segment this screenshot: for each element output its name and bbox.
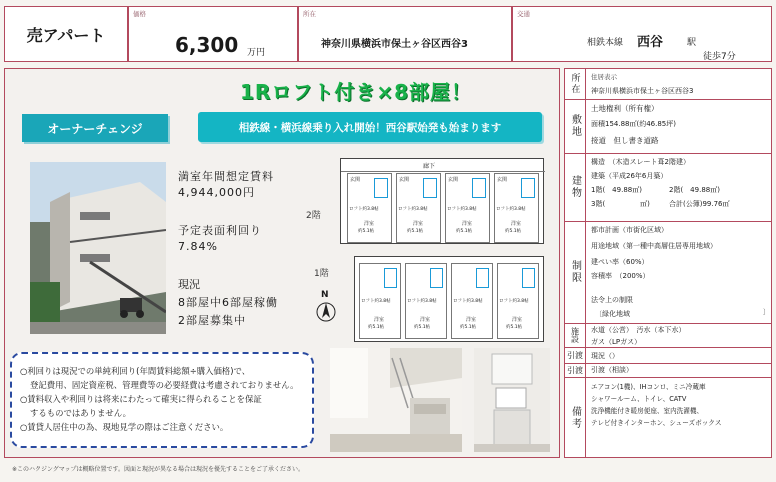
headline: 1Rロフト付き×8部屋！ (240, 80, 472, 104)
spec-floor2-area: 2階( 49.88㎡) (669, 186, 720, 194)
news-text: 相鉄線・横浜線乗り入れ開始！西谷駅始発も始まります (238, 121, 502, 134)
spec-handover-value: 現況（） (591, 352, 619, 360)
floor1-unit: ロフト約3.8帖 洋室 約5.1帖 (359, 263, 401, 339)
spec-land-label: 敷地 (569, 114, 581, 138)
floor1-unit: ロフト約3.8帖 洋室 約5.1帖 (451, 263, 493, 339)
north-arrow-icon (316, 290, 336, 324)
floor2-unit: 玄関 ロフト約3.8帖 洋室 約5.1帖 (347, 173, 392, 243)
spec-remarks-label: 備考 (569, 406, 581, 430)
interior-photo-bath (474, 348, 550, 452)
spec-location-title: 住居表示 (591, 73, 617, 81)
price-box (128, 6, 298, 62)
note-line: 登記費用、固定資産税、管理費等の必要経費は考慮されておりません。 (30, 380, 299, 390)
floor1-unit: ロフト約3.8帖 洋室 約5.1帖 (405, 263, 447, 339)
spec-gas: ガス（LPガス） (591, 338, 642, 346)
rent-value: 4,944,000円 (178, 186, 255, 199)
spec-city-plan: 都市計画（市街化区域） (591, 226, 668, 234)
note-line: するものではありません。 (30, 408, 132, 418)
category-box (4, 6, 128, 62)
spec-land-right: 土地権利（所有権） (591, 104, 659, 113)
spec-delivery-value: 引渡（相談） (591, 366, 633, 374)
price-label: 価格 (133, 10, 146, 18)
yield-value: 7.84% (178, 240, 218, 253)
spec-structure: 構造 （木造スレート葺2階建） (591, 158, 690, 166)
spec-remarks-2: シャワールーム、トイレ、CATV (591, 395, 687, 403)
spec-water: 水道（公営） 汚水（本下水） (591, 326, 686, 334)
spec-land-area: 面積154.88㎡(約46.85坪) (591, 120, 676, 128)
spec-location-value: 神奈川県横浜市保土ヶ谷区西谷3 (591, 87, 694, 95)
spec-building-label: 建物 (569, 175, 581, 199)
interior-photo-room (330, 348, 462, 452)
spec-remarks-4: テレビ付きインターホン、シューズボックス (591, 419, 722, 427)
floor2-unit: 玄関 ロフト約3.8帖 洋室 約5.1帖 (445, 173, 490, 243)
spec-facility-label: 施設 (570, 327, 580, 343)
price-unit: 万円 (247, 48, 266, 58)
spec-restrict-label: 制限 (569, 260, 581, 284)
owner-change-badge (22, 114, 168, 142)
status-line1: 8部屋中6部屋稼働 (178, 296, 278, 309)
north-letter: N (321, 290, 329, 300)
station-name: 西谷 (637, 35, 664, 50)
footer-note: ※このハクジングマップは概略位置です。図面と現況が異なる場合は現況を優先することをご了承ください。 (12, 466, 305, 473)
note-line: ○賃料収入や利回りは将来にわたって確実に得られることを保証 (20, 394, 262, 404)
spec-delivery-label: 引渡 (567, 365, 583, 375)
status-label: 現況 (178, 278, 200, 291)
spec-built: 建築（平成26年6月築） (591, 172, 668, 180)
building-photo (30, 162, 166, 334)
floor1-unit: ロフト約3.8帖 洋室 約5.1帖 (497, 263, 539, 339)
transport-label: 交通 (517, 10, 530, 18)
floor2-plan (340, 158, 544, 244)
station-suffix: 駅 (687, 38, 697, 48)
train-line: 相鉄本線 (587, 38, 624, 48)
floor1-plan (354, 256, 544, 342)
notes-box (10, 352, 314, 448)
spec-handover-label: 引渡 (567, 350, 583, 360)
transport-box (512, 6, 772, 62)
corridor-label: 廊下 (423, 163, 436, 170)
spec-land-road: 接道 但し書き道路 (591, 136, 659, 145)
news-banner (198, 112, 542, 142)
spec-remarks-1: エアコン(1機)、IHコンロ、ミニ冷蔵庫 (591, 383, 706, 391)
walk-time: 徒歩7分 (703, 52, 736, 62)
floor2-label: 2階 (306, 211, 321, 221)
rent-label: 満室年間想定賃料 (178, 170, 274, 183)
yield-label: 予定表面利回り (178, 224, 262, 237)
floor1-label: 1階 (314, 269, 329, 279)
spec-remarks-3: 洗浄機能付き暖房便座、室内洗濯機、 (591, 407, 704, 415)
address-value: 神奈川県横浜市保土ヶ谷区西谷3 (321, 39, 468, 50)
price-value: 6,300 (175, 33, 239, 57)
status-line2: 2部屋募集中 (178, 314, 246, 327)
spec-total-area: 合計(公簿)99.76㎡ (669, 200, 730, 208)
floor2-unit: 玄関 ロフト約3.8帖 洋室 約5.1帖 (396, 173, 441, 243)
owner-change-text: オーナーチェンジ (47, 121, 143, 136)
spec-table: 所在 住居表示 神奈川県横浜市保土ヶ谷区西谷3 敷地 土地権利（所有権） 面積154.88㎡(約46.85坪) 接道 但し書き道路 建物 構造 （木造スレート葺2階建） 建築（平成26年6月築） 1階( 49.88㎡) 2階( 49.88㎡) 3階( ㎡) 合計(公簿)99.76㎡ 制限 都市計画（市街化区域） 用途地域（第一種中高層住居専用地域） 建ぺい率（60%） 容積率 （200%） 法令上の制限 〔緑化地域 〕 施設 水道（公営） 汚水（本下水） ガス（LPガス） 引渡 現況（） 引渡 引渡（相談） 備考 エアコン(1機)、IHコンロ、ミニ冷蔵庫 シャワールーム、トイレ、CATV 洗浄機能付き暖房便座、室内洗濯機、 テレビ付きインターホン、シューズボックス (564, 68, 772, 458)
spec-zoning: 用途地域（第一種中高層住居専用地域） (591, 242, 717, 250)
spec-location-label: 所在 (569, 73, 580, 95)
address-label: 所在 (303, 10, 316, 18)
floor2-unit: 玄関 ロフト約3.8帖 洋室 約5.1帖 (494, 173, 539, 243)
category-title: 売アパート (26, 25, 106, 45)
spec-far: 容積率 （200%） (591, 272, 650, 280)
spec-floor3-area: 3階( ㎡) (591, 200, 650, 208)
spec-floor1-area: 1階( 49.88㎡) (591, 186, 642, 194)
spec-coverage: 建ぺい率（60%） (591, 258, 649, 266)
spec-greenery: 〔緑化地域 (595, 310, 630, 318)
note-line: ○賃貸人居住中の為、現地見学の際はご注意ください。 (20, 422, 229, 432)
address-box (298, 6, 512, 62)
spec-law-label: 法令上の制限 (591, 296, 633, 304)
note-line: ○利回りは現況での単純利回り(年間賃料総額÷購入価格)で、 (20, 366, 251, 376)
